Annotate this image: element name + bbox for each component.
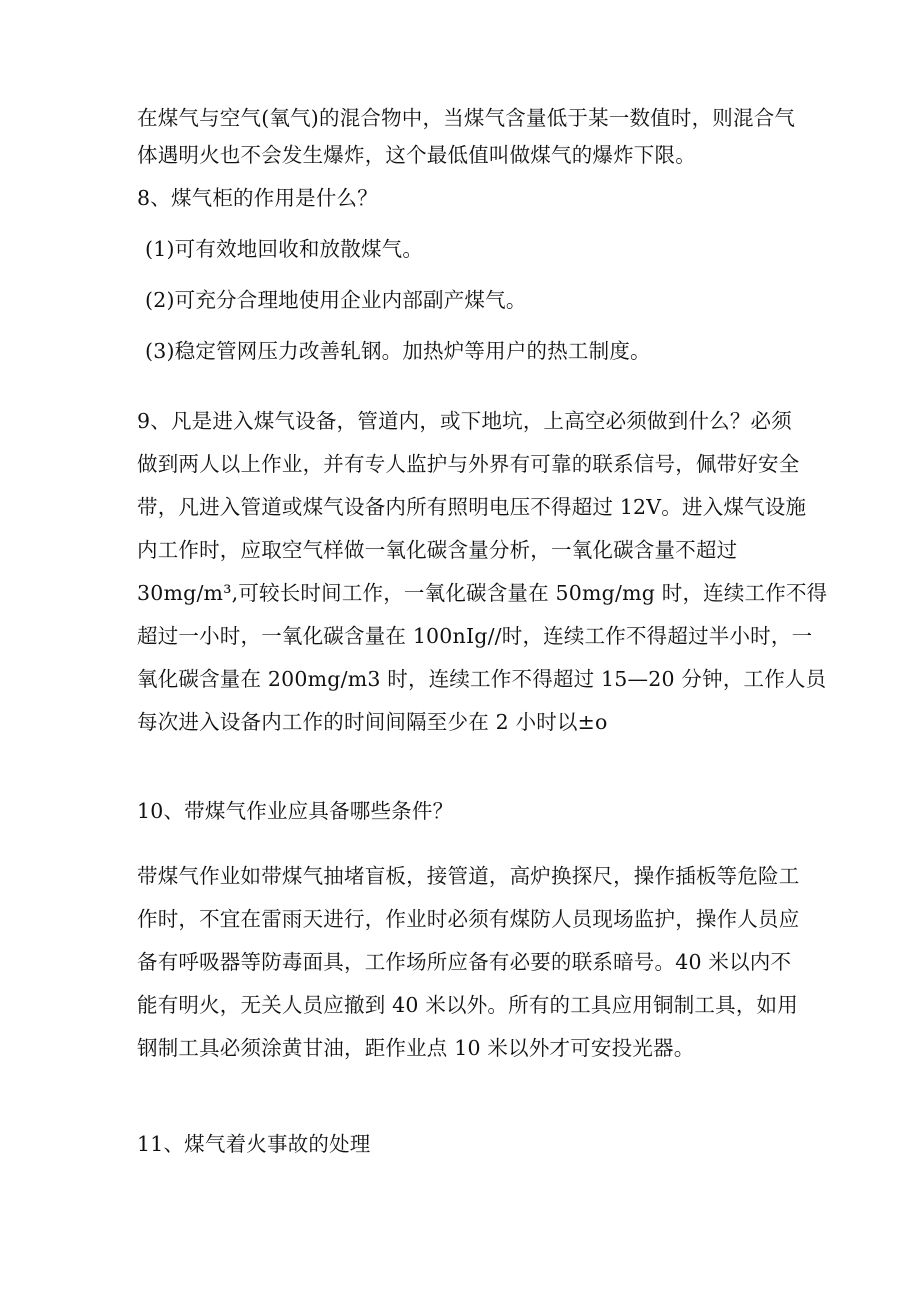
q10-paragraph bbox=[137, 855, 800, 1070]
intro-line: 体遇明火也不会发生爆炸，这个最低值叫做煤气的爆炸下限。 bbox=[137, 143, 696, 167]
q8-heading bbox=[137, 180, 787, 217]
q10-line: 带煤气作业如带煤气抽堵盲板，接管道，高炉换探尺，操作插板等危险工 bbox=[137, 864, 800, 888]
q11-heading-text: 11、煤气着火事故的处理 bbox=[137, 1132, 371, 1156]
q8-item-text: (1)可有效地回收和放散煤气。 bbox=[145, 237, 424, 261]
q8-heading-text: 8、煤气柜的作用是什么？ bbox=[137, 186, 378, 210]
q9-line: 每次进入设备内工作的时间间隔至少在 2 小时以±o bbox=[137, 710, 608, 734]
q9-line: 超过一小时，一氧化碳含量在 100nIg//时，连续工作不得超过半小时，一 bbox=[137, 624, 813, 648]
q8-item-2 bbox=[145, 282, 795, 319]
q8-item-text: (3)稳定管网压力改善轧钢。加热炉等用户的热工制度。 bbox=[145, 339, 651, 363]
q8-item-1 bbox=[145, 231, 795, 268]
q8-item-text: (2)可充分合理地使用企业内部副产煤气。 bbox=[145, 288, 527, 312]
q9-line: 做到两人以上作业，并有专人监护与外界有可靠的联系信号，佩带好安全 bbox=[137, 452, 800, 476]
q10-line: 能有明火，无关人员应撤到 40 米以外。所有的工具应用铜制工具，如用 bbox=[137, 993, 798, 1017]
intro-paragraph bbox=[137, 100, 796, 174]
q10-heading-text: 10、带煤气作业应具备哪些条件？ bbox=[137, 799, 454, 823]
q9-line: 9、凡是进入煤气设备，管道内，或下地坑，上高空必须做到什么？必须 bbox=[137, 409, 792, 433]
intro-line: 在煤气与空气(氧气)的混合物中，当煤气含量低于某一数值时，则混合气 bbox=[137, 106, 796, 130]
q9-line: 内工作时，应取空气样做一氧化碳含量分析，一氧化碳含量不超过 bbox=[137, 538, 738, 562]
q9-line: 氧化碳含量在 200mg/m3 时，连续工作不得超过 15—20 分钟，工作人员 bbox=[137, 667, 827, 691]
q9-line: 30mg/m³,可较长时间工作，一氧化碳含量在 50mg/mg 时，连续工作不得 bbox=[137, 581, 828, 605]
q10-heading bbox=[137, 793, 787, 830]
q10-line: 钢制工具必须涂黄甘油，距作业点 10 米以外才可安投光器。 bbox=[137, 1036, 695, 1060]
q10-line: 作时，不宜在雷雨天进行，作业时必须有煤防人员现场监护，操作人员应 bbox=[137, 907, 800, 931]
q11-heading bbox=[137, 1126, 787, 1163]
q9-line: 带，凡进入管道或煤气设备内所有照明电压不得超过 12V。进入煤气设施 bbox=[137, 495, 807, 519]
q9-paragraph bbox=[137, 400, 828, 744]
q10-line: 备有呼吸器等防毒面具，工作场所应备有必要的联系暗号。40 米以内不 bbox=[137, 950, 792, 974]
q8-item-3 bbox=[145, 333, 795, 370]
